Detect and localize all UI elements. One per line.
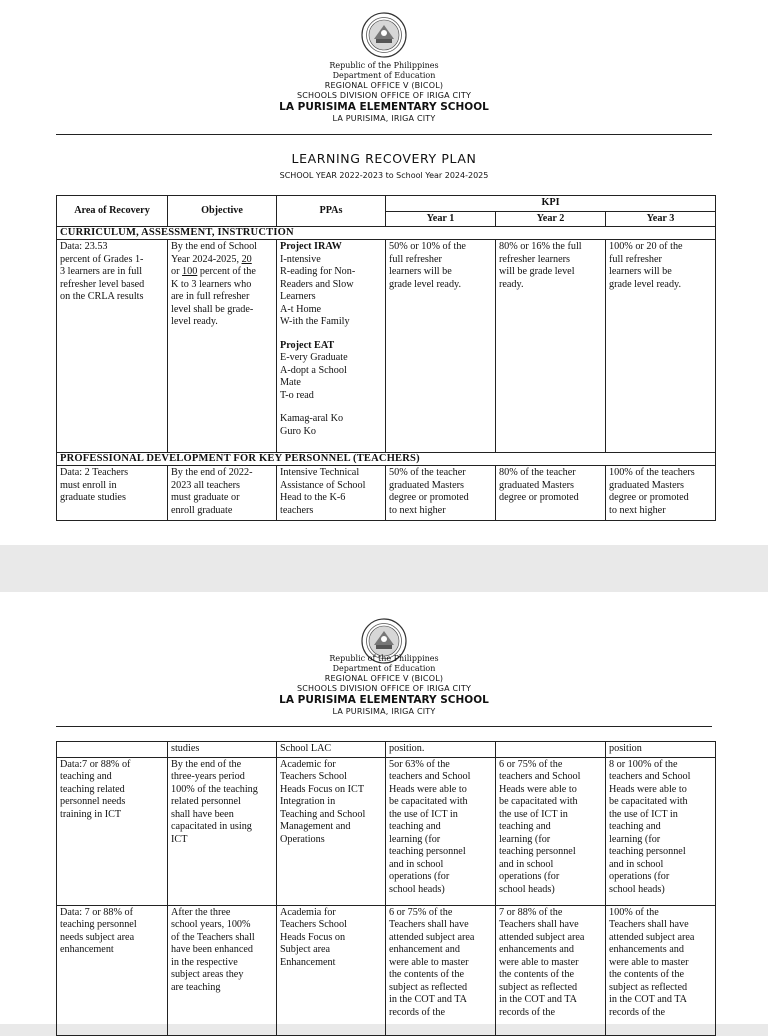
section-row-curriculum [57, 227, 716, 240]
header-year-3: Year 3 [606, 211, 716, 227]
letterhead-line-3: REGIONAL OFFICE V (BICOL) [324, 674, 444, 683]
section-title: CURRICULUM, ASSESSMENT, INSTRUCTION [57, 227, 716, 240]
objective-cell: By the end of School Year 2024-2025, 20 or 100 percent of the K to 3 learners who are in full refresher level shall be grade- level ready. [168, 240, 277, 453]
school-address: LA PURISIMA, IRIGA CITY [332, 114, 436, 123]
header-ppas: PPAs [277, 196, 386, 227]
letterhead-line-2: Department of Education [332, 664, 436, 673]
table-row [57, 466, 716, 521]
table-row [57, 905, 716, 1035]
header-divider [56, 134, 712, 135]
letterhead-line-3: REGIONAL OFFICE V (BICOL) [324, 81, 444, 90]
header-year-2: Year 2 [496, 211, 606, 227]
table-row [57, 240, 716, 453]
header-divider [56, 726, 712, 727]
school-name: LA PURISIMA ELEMENTARY SCHOOL [279, 101, 489, 113]
year-1-cell: position. [386, 742, 496, 758]
year-2-cell: 80% or 16% the full refresher learners will be grade level ready. [496, 240, 606, 453]
objective-cell: After the three school years, 100% of the Teachers shall have been enhanced in the respective subject areas they are teaching [168, 905, 277, 1035]
letterhead-line-1: Republic of the Philippines [329, 61, 439, 70]
school-name: LA PURISIMA ELEMENTARY SCHOOL [279, 694, 489, 706]
area-cell: Data: 23.53 percent of Grades 1- 3 learners are in full refresher level based on the CRLA results [57, 240, 168, 453]
year-1-cell: 5or 63% of the teachers and School Heads were able to be capacitated with the use of ICT in teaching and learning (for teaching personnel and in school operations (for school heads) [386, 757, 496, 905]
ppas-cell: Academia for Teachers School Heads Focus on Subject area Enhancement [277, 905, 386, 1035]
year-3-cell: 100% or 20 of the full refresher learners will be grade level ready. [606, 240, 716, 453]
table-row [57, 757, 716, 905]
letterhead-line-2: Department of Education [332, 71, 436, 80]
letterhead [0, 61, 768, 124]
deped-seal-icon [361, 12, 407, 58]
header-year-1: Year 1 [386, 211, 496, 227]
year-2-cell [496, 742, 606, 758]
area-cell [57, 742, 168, 758]
recovery-plan-table [56, 195, 716, 521]
year-3-cell: position [606, 742, 716, 758]
letterhead [0, 654, 768, 717]
year-2-cell: 80% of the teacher graduated Masters degree or promoted [496, 466, 606, 521]
letterhead-line-4: SCHOOLS DIVISION OFFICE OF IRIGA CITY [296, 91, 472, 100]
section-row-professional-development [57, 453, 716, 466]
ppas-cell: Intensive Technical Assistance of School Head to the K-6 teachers [277, 466, 386, 521]
year-3-cell: 100% of the teachers graduated Masters degree or promoted to next higher [606, 466, 716, 521]
area-cell: Data: 7 or 88% of teaching personnel needs subject area enhancement [57, 905, 168, 1035]
year-1-cell: 50% of the teacher graduated Masters degree or promoted to next higher [386, 466, 496, 521]
header-kpi: KPI [386, 196, 716, 212]
area-cell: Data:7 or 88% of teaching and teaching related personnel needs training in ICT [57, 757, 168, 905]
ppas-cell: School LAC [277, 742, 386, 758]
year-2-cell: 6 or 75% of the teachers and School Heads were able to be capacitated with the use of ICT in teaching and learning (for teaching personnel and in school operations (for school heads) [496, 757, 606, 905]
document-subtitle: SCHOOL YEAR 2022-2023 to School Year 2024-2025 [279, 171, 489, 180]
header-objective: Objective [168, 196, 277, 227]
letterhead-line-1: Republic of the Philippines [329, 654, 439, 663]
objective-cell: By the end of the three-years period 100% of the teaching related personnel shall have been capacitated in using ICT [168, 757, 277, 905]
ppas-cell: Project IRAW I-ntensive R-eading for Non- Readers and Slow Learners A-t Home W-ith the Family Project EAT E-very Graduate A-dopt a School Mate T-o read Kamag-aral Ko Guro Ko [277, 240, 386, 453]
year-1-cell: 50% or 10% of the full refresher learners will be grade level ready. [386, 240, 496, 453]
section-title: PROFESSIONAL DEVELOPMENT FOR KEY PERSONNEL (TEACHERS) [57, 453, 716, 466]
document-title: LEARNING RECOVERY PLAN [291, 151, 477, 166]
year-3-cell: 8 or 100% of the teachers and School Heads were able to be capacitated with the use of ICT in teaching and learning (for teaching personnel and in school operations (for school heads) [606, 757, 716, 905]
objective-cell: By the end of 2022- 2023 all teachers must graduate or enroll graduate [168, 466, 277, 521]
project-eat-title: Project EAT [280, 339, 335, 351]
header-area: Area of Recovery [57, 196, 168, 227]
area-cell: Data: 2 Teachers must enroll in graduate studies [57, 466, 168, 521]
school-address: LA PURISIMA, IRIGA CITY [332, 707, 436, 716]
ppas-cell: Academic for Teachers School Heads Focus on ICT Integration in Teaching and School Management and Operations [277, 757, 386, 905]
letterhead-line-4: SCHOOLS DIVISION OFFICE OF IRIGA CITY [296, 684, 472, 693]
project-iraw-title: Project IRAW [280, 241, 342, 252]
document-page-2 [0, 592, 768, 1024]
year-2-cell: 7 or 88% of the Teachers shall have attended subject area enhancements and were able to master the contents of the subject as reflected in the COT and TA records of the [496, 905, 606, 1035]
year-1-cell: 6 or 75% of the Teachers shall have attended subject area enhancement and were able to master the contents of the subject as reflected in the COT and TA records of the [386, 905, 496, 1035]
table-row [57, 742, 716, 758]
year-3-cell: 100% of the Teachers shall have attended subject area enhancements and were able to master the contents of the subject as reflected in the COT and TA records of the [606, 905, 716, 1035]
recovery-plan-table-continued [56, 741, 716, 1036]
objective-cell: studies [168, 742, 277, 758]
